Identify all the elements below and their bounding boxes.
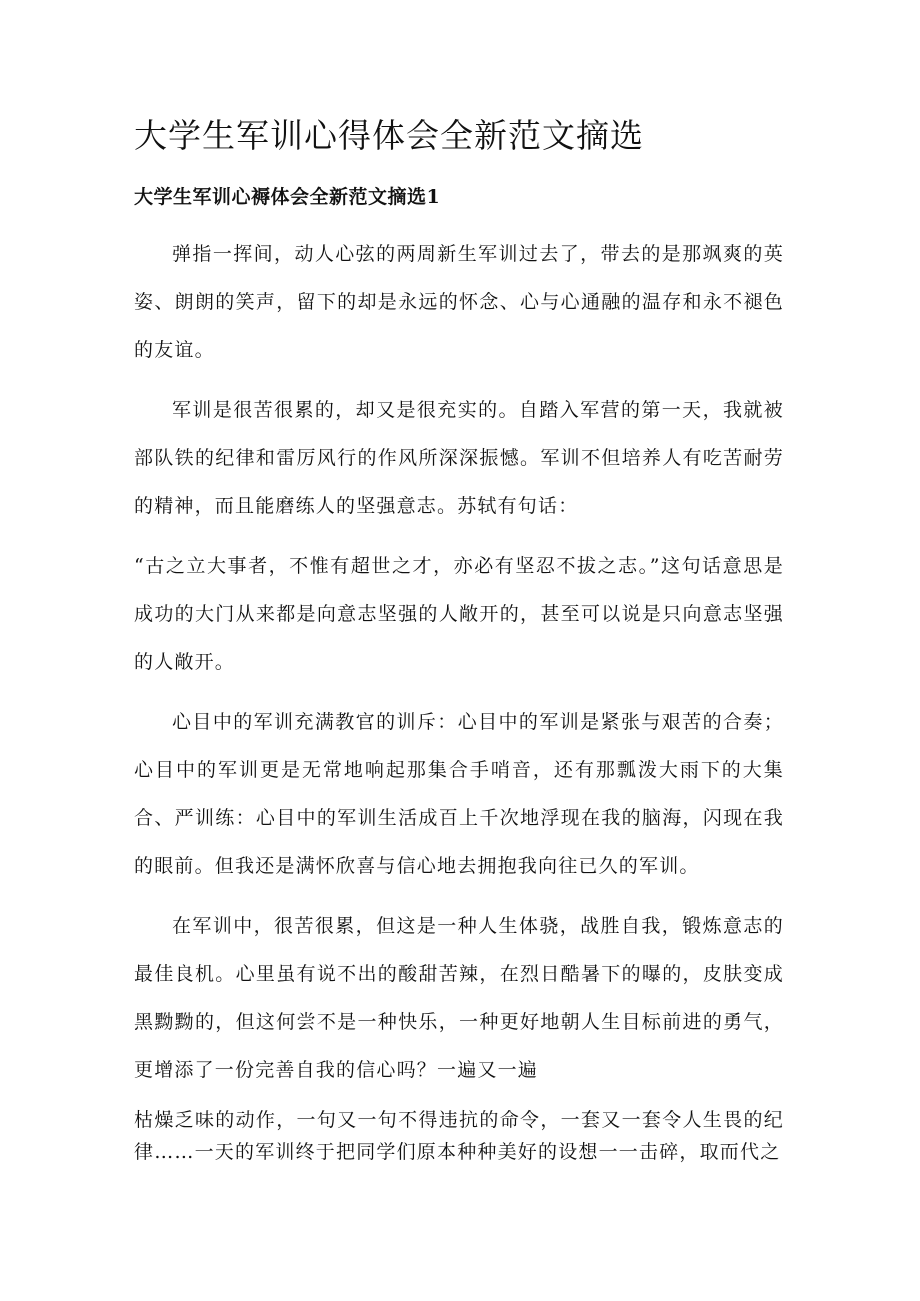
paragraph-4: 心目中的军训充满教官的训斥：心目中的军训是紧张与艰苦的合奏；心目中的军训更是无常地响起那集合手哨音，还有那瓢泼大雨下的大集合、严训练：心目中的军训生活成百上千次地浮现在我的脑海，闪现在我的眼前。但我还是满怀欣喜与信心地去拥抱我向往已久的军训。	[134, 711, 784, 877]
document-title: 大学生军训心得体会全新范文摘选	[134, 116, 644, 155]
document-subtitle: 大学生军训心褥体会全新范文摘选1	[134, 186, 441, 208]
paragraph-6: 枯燥乏味的动作，一句又一句不得违抗的命令，一套又一套令人生畏的纪律……一天的军训终于把同学们原本种种美好的设想一一击碎，取而代之	[134, 1109, 784, 1163]
paragraph-5: 在军训中，很苦很累，但这是一种人生体骁，战胜自我，锻炼意志的最佳良机。心里虽有说不出的酸甜苦辣，在烈日酷暑下的曝的，皮肤变成黑黝黝的，但这何尝不是一种快乐，一种更好地朝人生目标前进的勇气，更增添了一份完善自我的信心吗？一遍又一遍	[134, 915, 784, 1081]
paragraph-2: 军训是很苦很累的，却又是很充实的。自踏入军营的第一天，我就被部队铁的纪律和雷厉风行的作风所深深振憾。军训不但培养人有吃苦耐劳的精神，而且能磨练人的坚强意志。苏轼有句话：	[134, 399, 784, 517]
paragraph-1: 弹指一挥间，动人心弦的两周新生军训过去了，带去的是那飒爽的英姿、朗朗的笑声，留下的却是永远的怀念、心与心通融的温存和永不褪色的友谊。	[134, 243, 784, 361]
paragraph-3: “古之立大事者，不惟有超世之才，亦必有坚忍不拔之志。”这句话意思是成功的大门从来都是向意志坚强的人敞开的，甚至可以说是只向意志坚强的人敞开。	[134, 555, 784, 673]
